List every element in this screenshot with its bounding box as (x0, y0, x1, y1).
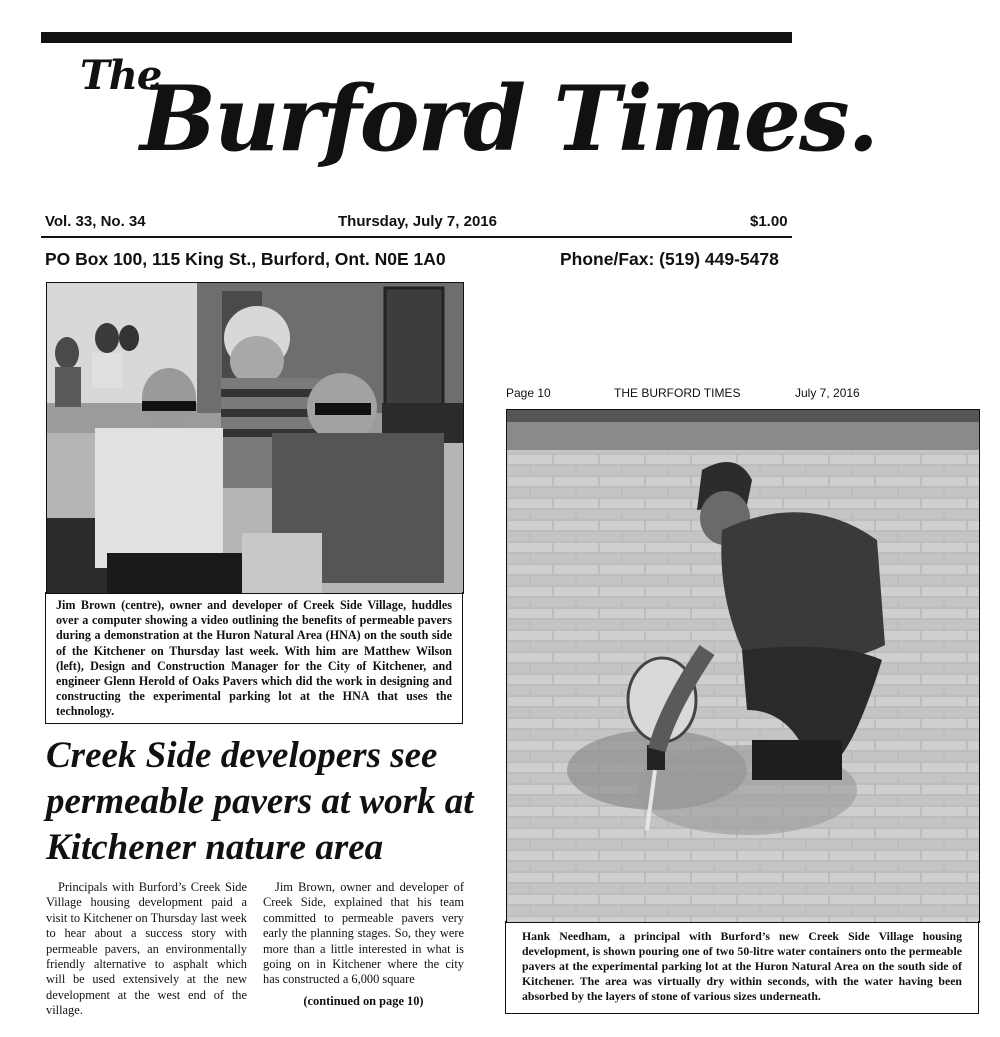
page-date: July 7, 2016 (795, 386, 860, 400)
photo-caption-page10: Hank Needham, a principal with Burford’s new Creek Side Village housing development, is shown pouring one of two 50-litre water containers onto the permeable pavers at the experimental parking lot at the Huron Natural Area on the south side of Kitchener. The area was virtually dry within seconds, with the water having been absorbed by the layers of stone of various sizes underneath. (505, 921, 979, 1014)
article-headline: Creek Side developers see permeable pavers at work at Kitchener nature area (46, 735, 474, 868)
masthead (80, 52, 877, 200)
phone-fax: Phone/Fax: (519) 449-5478 (560, 249, 779, 269)
volume-number: Vol. 33, No. 34 (45, 213, 146, 230)
photo-caption: Jim Brown (centre), owner and developer of Creek Side Village, huddles over a computer showing a video outlining the benefits of permeable pavers during a demonstration at the Huron Natural Area (HNA) on the south side of the Kitchener on Thursday last week. With him are Matthew Wilson (left), Design and Construction Manager for the City of Kitchener, and engineer Glenn Herold of Oaks Pavers which did the work in designing and constructing the experimental parking lot at the HNA that uses the technology. (45, 592, 463, 724)
article-column-2: Jim Brown, owner and developer of Creek Side, explained that his team committed to permeable pavers very early the planning stages. So, they were more than a little interested in what is going on in Kitchener where the city has constructed a 6,000 square (263, 880, 464, 987)
article-column-1: Principals with Burford’s Creek Side Village housing development paid a visit to Kitchener on Thursday last week to hear about a success story with permeable pavers, an environmentally friendly alternative to asphalt which will be used extensively at the new development at the west end of the village. (46, 880, 247, 1018)
mailing-address: PO Box 100, 115 King St., Burford, Ont. N0E 1A0 (45, 249, 446, 269)
masthead-title: Burford Times. (140, 66, 877, 172)
issue-price: $1.00 (750, 213, 788, 230)
masthead-top-rule (41, 32, 792, 43)
photo-computer-demonstration (46, 282, 464, 594)
photo-pouring-water-image (507, 410, 979, 922)
issue-date: Thursday, July 7, 2016 (338, 213, 497, 230)
page-paper-name: THE BURFORD TIMES (614, 386, 741, 400)
continued-notice: (continued on page 10) (303, 994, 424, 1008)
masthead-the: The (80, 52, 162, 99)
photo-computer-demonstration-image (47, 283, 463, 593)
photo-pouring-water (506, 409, 980, 923)
page-number: Page 10 (506, 386, 551, 400)
masthead-divider (41, 236, 792, 238)
